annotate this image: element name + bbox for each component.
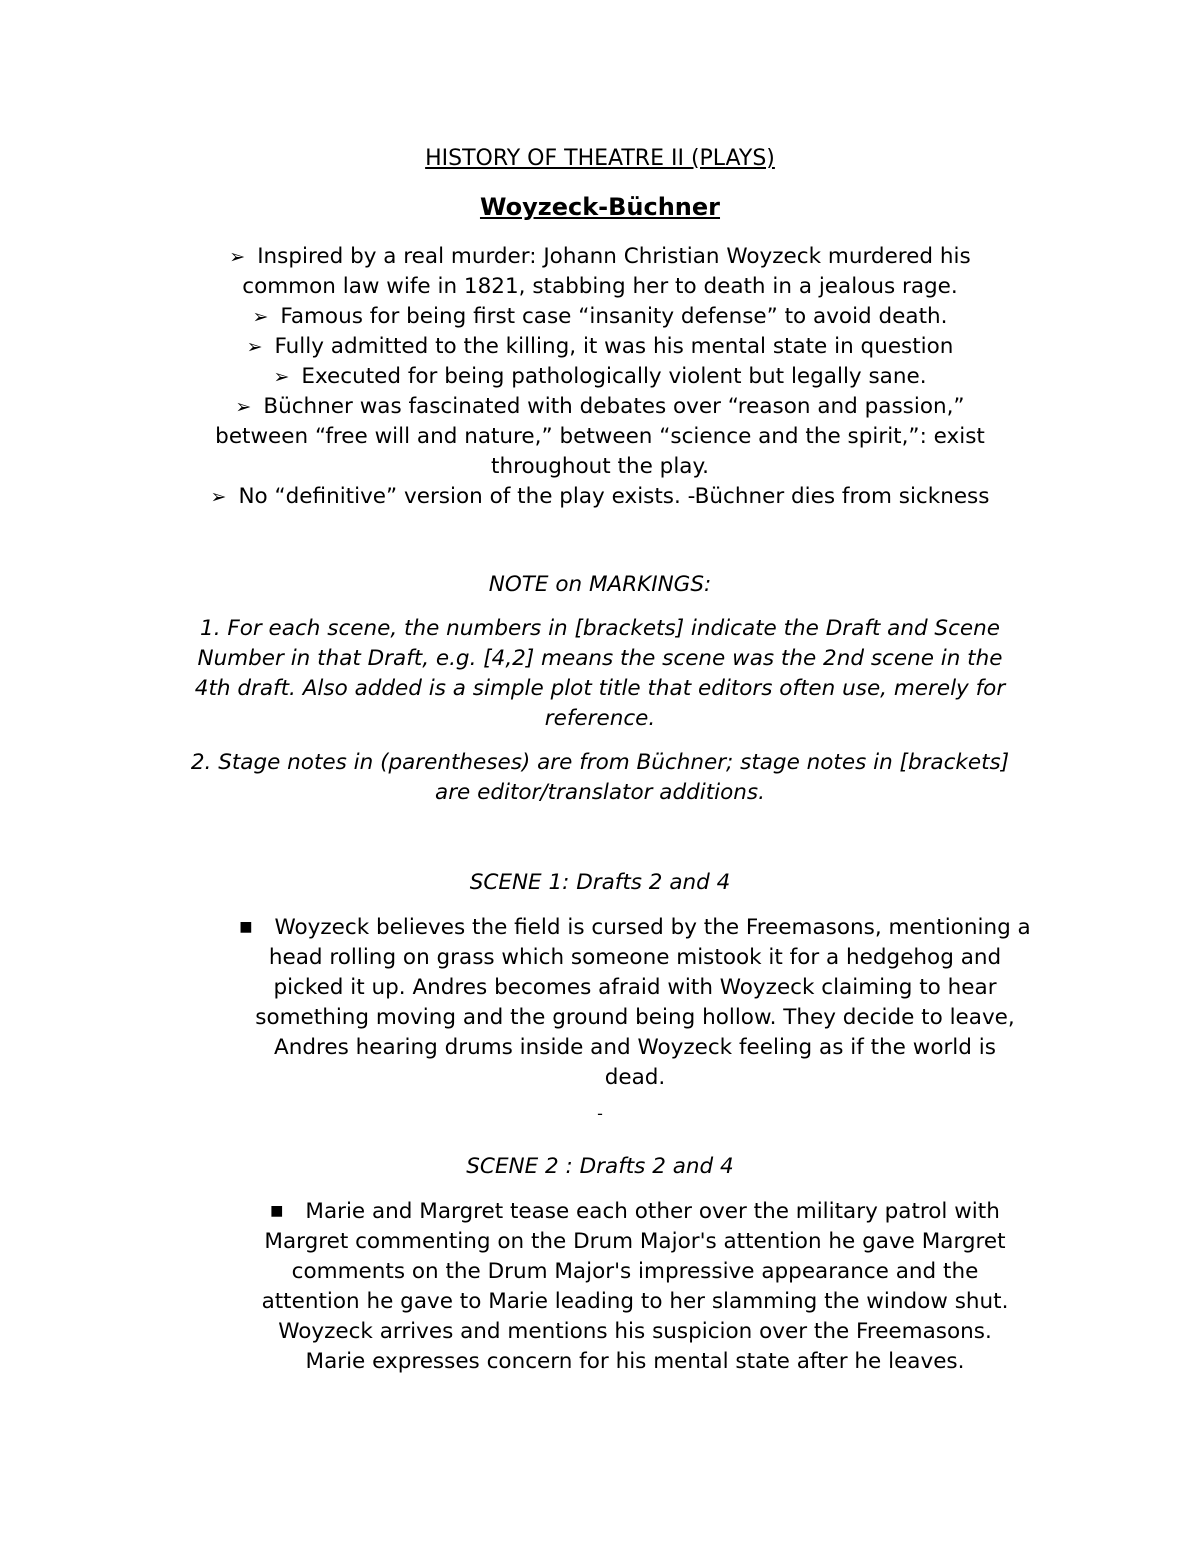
arrowhead-bullet-icon: ➢	[246, 336, 263, 358]
bullet-item	[150, 332, 1050, 362]
note-paragraph-2	[150, 748, 1050, 808]
bullet-item	[150, 302, 1050, 332]
scene-1-heading: SCENE 1: Drafts 2 and 4	[469, 870, 731, 895]
square-bullet-icon: ■	[270, 1203, 284, 1219]
arrowhead-bullet-icon: ➢	[210, 486, 227, 508]
bullet-text: Inspired by a real murder: Johann Christian Woyzeck murdered his	[257, 244, 971, 269]
bullet-text: Executed for being pathologically violent but legally sane.	[301, 364, 927, 389]
arrowhead-bullet-icon: ➢	[273, 366, 290, 388]
arrowhead-bullet-icon: ➢	[235, 396, 252, 418]
note-line: reference.	[544, 706, 656, 731]
scene-line: Margret commenting on the Drum Major's attention he gave Margret	[264, 1229, 1006, 1254]
bullet-text: Büchner was fascinated with debates over “reason and passion,”	[263, 394, 965, 419]
arrowhead-bullet-icon: ➢	[252, 306, 269, 328]
intro-bullet-list	[150, 242, 1050, 512]
note-line: 1. For each scene, the numbers in [brackets] indicate the Draft and Scene	[200, 616, 1000, 641]
bullet-text-continued: between “free will and nature,” between “science and the spirit,”: exist	[215, 424, 985, 449]
scene-2-summary	[210, 1196, 1060, 1377]
note-line: Number in that Draft, e.g. [4,2] means the scene was the 2nd scene in the	[197, 646, 1003, 671]
scene-line: picked it up. Andres becomes afraid with Woyzeck claiming to hear	[273, 975, 997, 1000]
bullet-item	[150, 242, 1050, 272]
bullet-text-continued: common law wife in 1821, stabbing her to death in a jealous rage.	[242, 274, 958, 299]
scene-line: Andres hearing drums inside and Woyzeck feeling as if the world is	[274, 1035, 996, 1060]
note-paragraph-1	[140, 614, 1060, 734]
scene-line: Woyzeck arrives and mentions his suspicion over the Freemasons.	[278, 1319, 992, 1344]
note-line: 2. Stage notes in (parentheses) are from Büchner; stage notes in [brackets]	[190, 750, 1010, 775]
arrowhead-bullet-icon: ➢	[229, 246, 246, 268]
scene-1-summary	[210, 912, 1060, 1093]
scene-text: Marie and Margret tease each other over the military patrol with	[305, 1199, 1000, 1224]
note-line: 4th draft. Also added is a simple plot title that editors often use, merely for	[194, 676, 1006, 701]
scene-text: Woyzeck believes the field is cursed by the Freemasons, mentioning a	[274, 915, 1031, 940]
bullet-item	[150, 392, 1050, 422]
scene-line: something moving and the ground being hollow. They decide to leave,	[255, 1005, 1015, 1030]
scene-line	[210, 912, 1060, 943]
scene-line: comments on the Drum Major's impressive appearance and the	[291, 1259, 979, 1284]
scene-line: Marie expresses concern for his mental state after he leaves.	[305, 1349, 965, 1374]
scene-line: head rolling on grass which someone mistook it for a hedgehog and	[268, 945, 1002, 970]
bullet-text-continued: throughout the play.	[491, 454, 709, 479]
document-title: HISTORY OF THEATRE II (PLAYS)	[425, 146, 775, 171]
bullet-item	[150, 362, 1050, 392]
bullet-item	[150, 482, 1050, 512]
square-bullet-icon: ■	[239, 919, 253, 935]
scene-line: dead.	[604, 1065, 666, 1090]
bullet-text: Famous for being first case “insanity defense” to avoid death.	[280, 304, 948, 329]
bullet-text: Fully admitted to the killing, it was his mental state in question	[274, 334, 954, 359]
scene-line: attention he gave to Marie leading to her slamming the window shut.	[261, 1289, 1009, 1314]
note-line: are editor/translator additions.	[435, 780, 765, 805]
scene-2-heading: SCENE 2 : Drafts 2 and 4	[466, 1154, 734, 1179]
scene-line	[210, 1196, 1060, 1227]
section-separator: -	[597, 1104, 603, 1123]
note-heading: NOTE on MARKINGS:	[488, 572, 712, 597]
document-subtitle: Woyzeck-Büchner	[479, 193, 721, 221]
bullet-text: No “definitive” version of the play exists. -Büchner dies from sickness	[238, 484, 990, 509]
